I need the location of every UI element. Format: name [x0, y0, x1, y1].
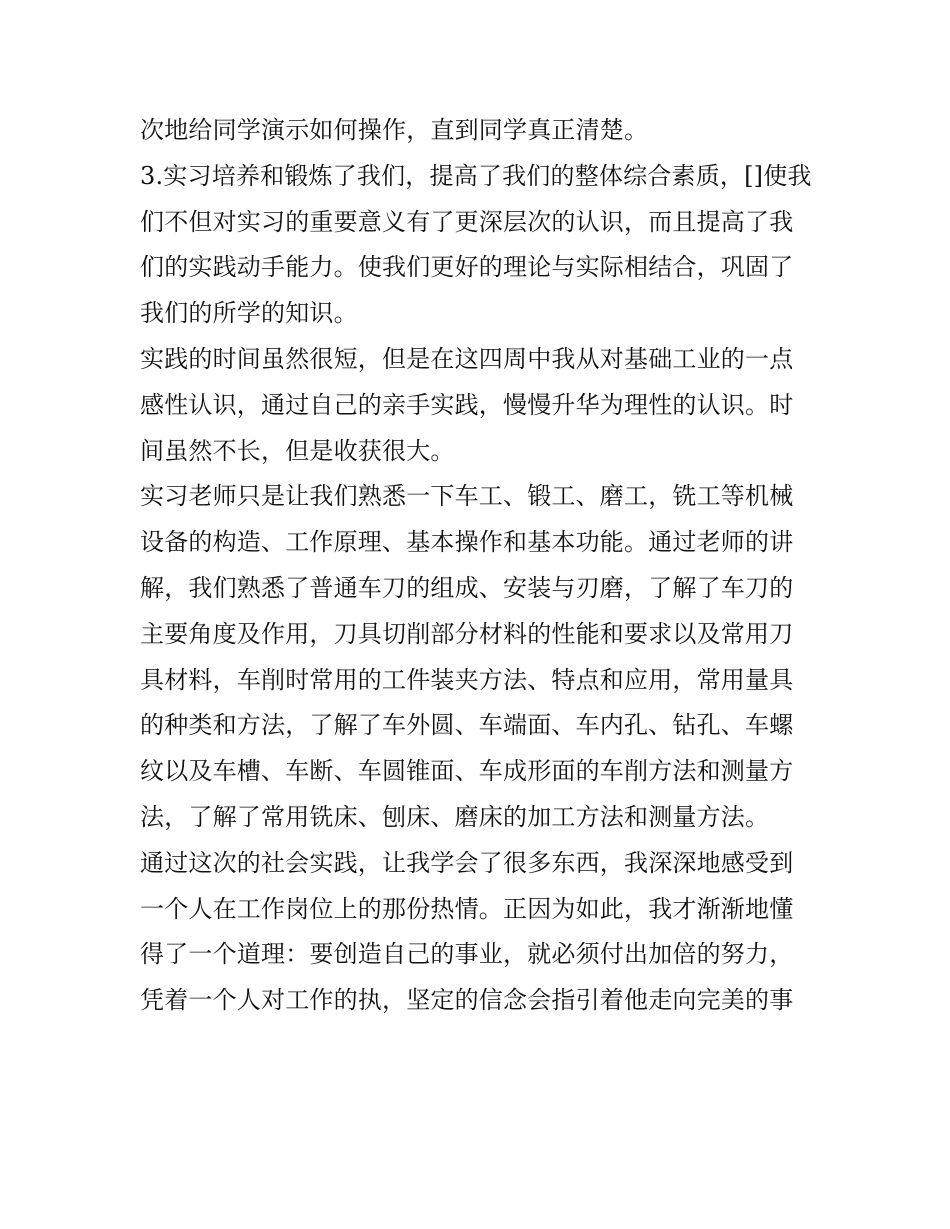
paragraph-social-practice: 通过这次的社会实践，让我学会了很多东西，我深深地感受到一个人在工作岗位上的那份热情。正因为如此，我才渐渐地懂得了一个道理：要创造自己的事业，就必须付出加倍的努力，凭着一个人对工作的执，坚定的信念会指引着他走向完美的事 [140, 848, 794, 1015]
paragraph-continuation: 次地给同学演示如何操作，直到同学真正清楚。 [140, 116, 649, 144]
paragraph-internship-benefits: 3.实习培养和锻炼了我们，提高了我们的整体综合素质，[]使我们不但对实习的重要意义有了更深层次的认识，而且提高了我们的实践动手能力。使我们更好的理论与实际相结合，巩固了我们的所学的知识。 [140, 161, 812, 328]
paragraph-teacher-instruction: 实习老师只是让我们熟悉一下车工、锻工、磨工，铣工等机械设备的构造、工作原理、基本操作和基本功能。通过老师的讲解，我们熟悉了普通车刀的组成、安装与刃磨，了解了车刀的主要角度及作用，刀具切削部分材料的性能和要求以及常用刀具材料，车削时常用的工件装夹方法、特点和应用，常用量具的种类和方法，了解了车外圆、车端面、车内孔、钻孔、车螺纹以及车槽、车断、车圆锥面、车成形面的车削方法和测量方法，了解了常用铣床、刨床、磨床的加工方法和测量方法。 [140, 482, 794, 831]
document-body [140, 108, 812, 1024]
paragraph-practice-time: 实践的时间虽然很短，但是在这四周中我从对基础工业的一点感性认识，通过自己的亲手实践，慢慢升华为理性的认识。时间虽然不长，但是收获很大。 [140, 344, 794, 465]
